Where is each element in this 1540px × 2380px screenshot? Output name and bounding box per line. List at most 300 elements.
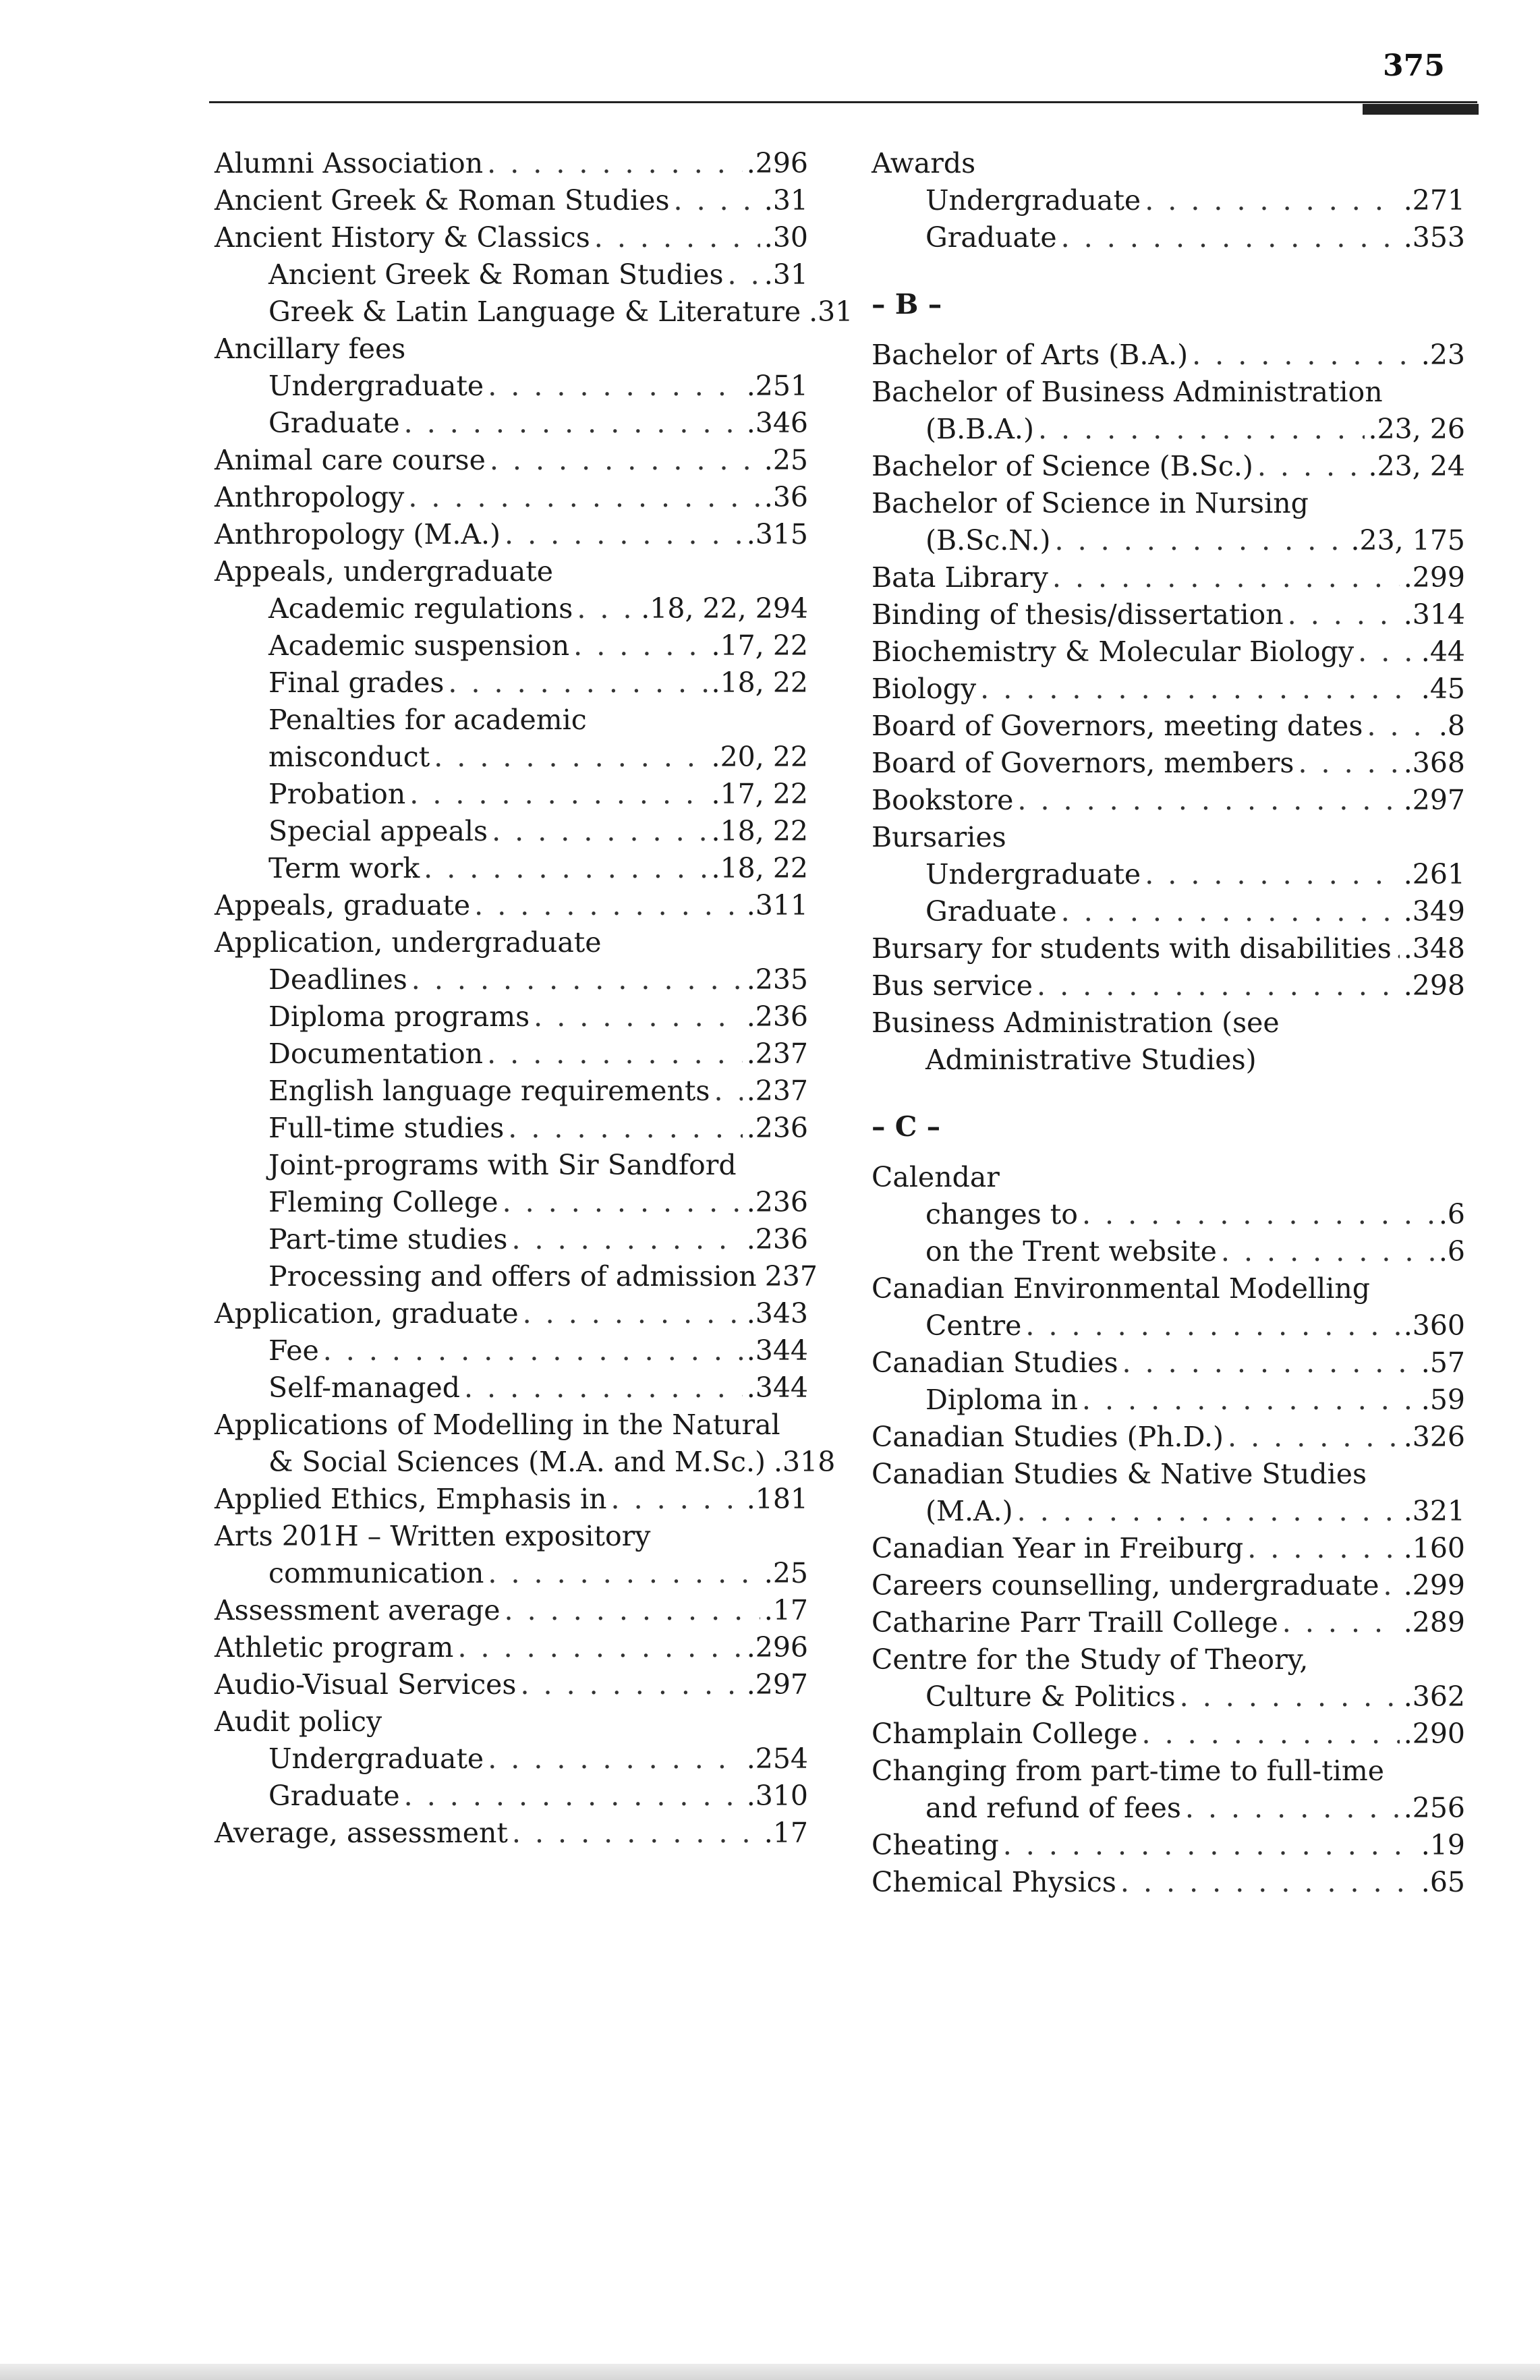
page-reference: .236: [746, 1223, 808, 1255]
page-reference: .45: [1421, 673, 1465, 705]
index-entry: [872, 1864, 1465, 1901]
dot-leader: [1358, 633, 1417, 671]
dot-leader: [505, 1592, 760, 1629]
section-heading: – C –: [872, 1110, 941, 1143]
page-reference: .310: [746, 1780, 808, 1812]
index-entry: [215, 1481, 808, 1518]
dot-leader: [487, 145, 743, 182]
dot-leader: [434, 739, 707, 776]
page-reference: .297: [1403, 784, 1465, 816]
index-subentry: [215, 1073, 808, 1110]
page-reference: .18, 22: [711, 852, 808, 884]
index-subentry: [215, 1369, 808, 1407]
entry-text: Fleming College: [268, 1186, 498, 1218]
page-reference: .6: [1438, 1198, 1465, 1230]
page-reference: .59: [1421, 1384, 1465, 1416]
entry-text: Graduate: [268, 407, 400, 439]
entry-text: Applied Ethics, Emphasis in: [215, 1483, 607, 1515]
index-entry: [872, 1530, 1465, 1567]
page-reference: .181: [746, 1483, 808, 1515]
index-entry: [872, 145, 1465, 182]
page-reference: .160: [1403, 1532, 1465, 1564]
entry-text: Penalties for academic: [268, 704, 587, 736]
entry-text: Anthropology: [215, 481, 405, 513]
index-subentry: [872, 219, 1465, 256]
page-reference: .326: [1403, 1421, 1465, 1453]
index-subentry: [215, 850, 808, 887]
entry-text: Processing and offers of admission: [268, 1260, 757, 1293]
entry-text: Chemical Physics: [872, 1866, 1116, 1898]
dot-leader: [503, 1184, 743, 1221]
page-reference: .17: [764, 1594, 808, 1626]
dot-leader: [1003, 1827, 1417, 1864]
index-entry: [215, 1295, 808, 1332]
entry-text: and refund of fees: [925, 1792, 1181, 1824]
page-reference: .23, 26: [1368, 413, 1465, 445]
index-entry: [872, 1827, 1465, 1864]
page-reference: .20, 22: [711, 741, 808, 773]
dot-leader: [573, 627, 707, 664]
entry-text: Appeals, graduate: [215, 889, 471, 922]
page-reference: .289: [1403, 1606, 1465, 1639]
index-entry: [872, 930, 1465, 967]
entry-text: Application, graduate: [215, 1297, 519, 1330]
entry-text: Canadian Environmental Modelling: [872, 1272, 1370, 1305]
entry-text: Bookstore: [872, 784, 1014, 816]
dot-leader: [1052, 559, 1400, 596]
page-reference: .65: [1421, 1866, 1465, 1898]
index-entry: [872, 819, 1465, 856]
entry-text: Joint-programs with Sir Sandford: [268, 1149, 737, 1181]
page-reference: .18, 22, 294: [641, 592, 808, 625]
entry-text: Board of Governors, meeting dates: [872, 710, 1363, 742]
entry-text: Greek & Latin Language & Literature: [268, 295, 801, 328]
dot-leader: [1228, 1419, 1400, 1456]
dot-leader: [411, 961, 743, 998]
dot-leader: [1082, 1382, 1417, 1419]
entry-text: Athletic program: [215, 1631, 454, 1664]
page-reference: .236: [746, 1186, 808, 1218]
index-entry: [872, 448, 1465, 485]
entry-text: changes to: [925, 1198, 1078, 1230]
index-subentry: [215, 1147, 808, 1221]
entry-text: English language requirements: [268, 1075, 710, 1107]
entry-text: Bata Library: [872, 561, 1048, 594]
entry-text: & Social Sciences (M.A. and M.Sc.): [268, 1446, 766, 1478]
page-reference: .315: [746, 518, 808, 550]
index-subentry: [215, 961, 808, 998]
index-entry: [872, 485, 1465, 559]
entry-text: Changing from part-time to full-time: [872, 1755, 1385, 1787]
entry-text: Anthropology (M.A.): [215, 518, 501, 550]
dot-leader: [1017, 1493, 1400, 1530]
dot-leader: [674, 182, 760, 219]
index-entry: [215, 442, 808, 479]
entry-text: Champlain College: [872, 1718, 1138, 1750]
dot-leader: [1298, 745, 1399, 782]
entry-text: Binding of thesis/dissertation: [872, 598, 1284, 631]
page-reference: .256: [1403, 1792, 1465, 1824]
index-subentry: [215, 293, 853, 331]
index-subentry: [872, 893, 1465, 930]
entry-text: communication: [268, 1557, 484, 1589]
index-subentry: [215, 1778, 808, 1815]
header-bar: [1363, 104, 1479, 115]
dot-leader: [464, 1369, 743, 1407]
page-reference: 237: [764, 1260, 818, 1293]
index-entry: [215, 887, 808, 924]
dot-leader: [424, 850, 707, 887]
dot-leader: [1142, 1716, 1400, 1753]
index-entry: [872, 708, 1465, 745]
entry-text: Full-time studies: [268, 1112, 505, 1144]
dot-leader: [512, 1815, 760, 1852]
index-entry: [215, 1592, 808, 1629]
index-subentry: [215, 405, 808, 442]
index-subentry: [872, 1196, 1465, 1233]
entry-text: (B.Sc.N.): [925, 524, 1051, 557]
entry-text: Biochemistry & Molecular Biology: [872, 635, 1354, 668]
page-reference: .318: [774, 1446, 836, 1478]
dot-leader: [511, 1221, 742, 1258]
dot-leader: [488, 1740, 743, 1778]
index-entry: [215, 924, 808, 961]
entry-text: Careers counselling, undergraduate: [872, 1569, 1379, 1602]
dot-leader: [1061, 219, 1400, 256]
index-subentry: [215, 627, 808, 664]
page-reference: .348: [1403, 932, 1465, 965]
page-reference: .19: [1421, 1829, 1465, 1861]
page-reference: .23, 175: [1350, 524, 1465, 557]
index-subentry: [872, 1382, 1465, 1419]
page-reference: .368: [1403, 747, 1465, 779]
dot-leader: [1221, 1233, 1435, 1270]
index-entry: [215, 479, 808, 516]
entry-text: Special appeals: [268, 815, 488, 847]
page-reference: .346: [746, 407, 808, 439]
dot-leader: [505, 516, 743, 553]
entry-text: Biology: [872, 673, 977, 705]
index-subentry: [215, 256, 808, 293]
dot-leader: [488, 1555, 760, 1592]
page-reference: .290: [1403, 1718, 1465, 1750]
entry-text: Audit policy: [215, 1705, 382, 1738]
page-reference: .298: [1403, 969, 1465, 1002]
page-reference: .353: [1403, 221, 1465, 254]
dot-leader: [408, 479, 760, 516]
index-column-left: [215, 145, 853, 1852]
page-reference: .23, 24: [1368, 450, 1465, 482]
index-entry: [872, 1456, 1465, 1530]
dot-leader: [594, 219, 760, 256]
entry-text: Academic suspension: [268, 629, 570, 662]
index-entry: [872, 1419, 1465, 1456]
dot-leader: [1120, 1864, 1417, 1901]
page-reference: .236: [746, 1112, 808, 1144]
entry-text: (B.B.A.): [925, 413, 1034, 445]
index-entry: [215, 553, 808, 590]
page-reference: .18, 22: [711, 667, 808, 699]
index-entry: [872, 1344, 1465, 1382]
entry-text: Business Administration (see: [872, 1007, 1280, 1039]
dot-leader: [1185, 1790, 1400, 1827]
page-reference: .261: [1403, 858, 1465, 890]
entry-text: Deadlines: [268, 963, 407, 996]
dot-leader: [457, 1629, 742, 1666]
dot-leader: [1025, 1307, 1399, 1344]
page-reference: .299: [1403, 561, 1465, 594]
dot-leader: [714, 1073, 742, 1110]
scan-bottom-edge: [0, 2364, 1540, 2380]
entry-text: Canadian Studies & Native Studies: [872, 1458, 1367, 1490]
index-entry: [215, 1703, 808, 1740]
dot-leader: [409, 776, 707, 813]
page-reference: .349: [1403, 895, 1465, 928]
dot-leader: [523, 1295, 743, 1332]
page-reference: .251: [746, 370, 808, 402]
index-entry: [215, 1518, 808, 1592]
dot-leader: [1367, 708, 1434, 745]
page-reference: .296: [746, 147, 808, 179]
entry-text: Part-time studies: [268, 1223, 508, 1255]
dot-leader: [474, 887, 743, 924]
entry-text: Canadian Studies (Ph.D.): [872, 1421, 1224, 1453]
page-reference: .23: [1421, 339, 1465, 371]
entry-text: Final grades: [268, 667, 445, 699]
page-reference: .31: [764, 258, 808, 291]
entry-text: Graduate: [925, 895, 1057, 928]
dot-leader: [487, 1036, 743, 1073]
entry-text: Ancillary fees: [215, 333, 406, 365]
entry-text: Bachelor of Arts (B.A.): [872, 339, 1189, 371]
entry-text: Bachelor of Science in Nursing: [872, 487, 1309, 519]
header-rule: [209, 101, 1477, 103]
entry-text: Alumni Association: [215, 147, 484, 179]
page-reference: .57: [1421, 1347, 1465, 1379]
page-reference: .17, 22: [711, 629, 808, 662]
dot-leader: [1282, 1604, 1400, 1641]
index-entry: [872, 1716, 1465, 1753]
index-entry: [215, 219, 808, 256]
entry-text: Awards: [872, 147, 976, 179]
index-entry: [872, 1753, 1465, 1827]
entry-text: Bachelor of Business Administration: [872, 376, 1383, 408]
index-entry: [872, 374, 1465, 448]
index-entry: [872, 1004, 1465, 1079]
index-subentry: [872, 1233, 1465, 1270]
dot-leader: [1037, 967, 1400, 1004]
page-reference: .236: [746, 1000, 808, 1033]
page-reference: .17: [764, 1817, 808, 1849]
index-entry: [872, 967, 1465, 1004]
dot-leader: [1257, 448, 1365, 485]
dot-leader: [508, 1110, 742, 1147]
entry-text: Fee: [268, 1334, 319, 1367]
entry-text: Probation: [268, 778, 406, 810]
page-reference: .271: [1403, 184, 1465, 217]
dot-leader: [1055, 522, 1347, 559]
dot-leader: [611, 1481, 743, 1518]
page-reference: .25: [764, 1557, 808, 1589]
index-entry: [872, 337, 1465, 374]
index-subentry: [215, 590, 808, 627]
entry-text: Catharine Parr Traill College: [872, 1606, 1278, 1639]
dot-leader: [1180, 1678, 1400, 1716]
dot-leader: [1383, 1567, 1399, 1604]
entry-text: Administrative Studies): [925, 1044, 1257, 1076]
index-entry: [872, 559, 1465, 596]
dot-leader: [1192, 337, 1417, 374]
index-subentry: [215, 664, 808, 702]
dot-leader: [1122, 1344, 1417, 1382]
dot-leader: [492, 813, 707, 850]
entry-text: Academic regulations: [268, 592, 573, 625]
entry-text: Diploma programs: [268, 1000, 530, 1033]
page-reference: .6: [1438, 1235, 1465, 1268]
index-entry: [872, 745, 1465, 782]
page-number: 375: [1383, 49, 1445, 83]
entry-text: (M.A.): [925, 1495, 1013, 1527]
page-reference: .254: [746, 1743, 808, 1775]
entry-text: Bus service: [872, 969, 1033, 1002]
entry-text: Self-managed: [268, 1371, 460, 1404]
entry-text: Board of Governors, members: [872, 747, 1294, 779]
entry-text: Average, assessment: [215, 1817, 508, 1849]
dot-leader: [980, 671, 1417, 708]
entry-text: Documentation: [268, 1038, 484, 1070]
page-reference: .237: [746, 1038, 808, 1070]
entry-text: Ancient Greek & Roman Studies: [268, 258, 724, 291]
dot-leader: [1038, 411, 1365, 448]
entry-text: Culture & Politics: [925, 1680, 1176, 1713]
entry-text: Ancient History & Classics: [215, 221, 590, 254]
entry-text: Graduate: [925, 221, 1057, 254]
entry-text: Appeals, undergraduate: [215, 555, 554, 588]
index-subentry: [215, 1221, 808, 1258]
index-entry: [872, 1567, 1465, 1604]
dot-leader: [488, 368, 743, 405]
dot-leader: [520, 1666, 742, 1703]
index-subentry: [215, 1740, 808, 1778]
dot-leader: [448, 664, 707, 702]
entry-text: Ancient Greek & Roman Studies: [215, 184, 670, 217]
page-reference: .31: [809, 295, 853, 328]
page-reference: .343: [746, 1297, 808, 1330]
dot-leader: [1288, 596, 1400, 633]
entry-text: Centre: [925, 1309, 1022, 1342]
entry-text: misconduct: [268, 741, 430, 773]
entry-text: Bursary for students with disabilities: [872, 932, 1392, 965]
page-reference: .297: [746, 1668, 808, 1701]
dot-leader: [534, 998, 743, 1036]
index-entry: [872, 596, 1465, 633]
dot-leader: [1145, 182, 1400, 219]
page-reference: .44: [1421, 635, 1465, 668]
entry-text: Audio-Visual Services: [215, 1668, 517, 1701]
index-entry: [215, 182, 808, 219]
entry-text: Canadian Studies: [872, 1347, 1118, 1379]
page-reference: .18, 22: [711, 815, 808, 847]
index-column-right: [872, 145, 1465, 1901]
index-entry: [872, 633, 1465, 671]
dot-leader: [404, 1778, 743, 1815]
page-reference: .360: [1403, 1309, 1465, 1342]
index-subentry: [872, 182, 1465, 219]
entry-text: Assessment average: [215, 1594, 501, 1626]
dot-leader: [1247, 1530, 1399, 1567]
page-reference: .25: [764, 444, 808, 476]
page-reference: .30: [764, 221, 808, 254]
index-subentry: [215, 1036, 808, 1073]
entry-text: on the Trent website: [925, 1235, 1217, 1268]
index-entry: [215, 1407, 836, 1481]
page-reference: .8: [1438, 710, 1465, 742]
entry-text: Graduate: [268, 1780, 400, 1812]
dot-leader: [1145, 856, 1400, 893]
page-reference: .36: [764, 481, 808, 513]
entry-text: Arts 201H – Written expository: [215, 1520, 651, 1552]
section-heading: – B –: [872, 288, 942, 320]
dot-leader: [1017, 782, 1399, 819]
entry-text: Canadian Year in Freiburg: [872, 1532, 1244, 1564]
dot-leader: [490, 442, 760, 479]
index-entry: [872, 782, 1465, 819]
page-reference: .17, 22: [711, 778, 808, 810]
index-subentry: [872, 856, 1465, 893]
entry-text: Diploma in: [925, 1384, 1078, 1416]
page-reference: .344: [746, 1371, 808, 1404]
entry-text: Undergraduate: [925, 184, 1141, 217]
entry-text: Centre for the Study of Theory,: [872, 1643, 1309, 1676]
entry-text: Undergraduate: [268, 1743, 484, 1775]
page-reference: .299: [1403, 1569, 1465, 1602]
dot-leader: [1082, 1196, 1435, 1233]
entry-text: Undergraduate: [925, 858, 1141, 890]
page-reference: .321: [1403, 1495, 1465, 1527]
entry-text: Undergraduate: [268, 370, 484, 402]
index-subentry: [215, 813, 808, 850]
index-subentry: [215, 776, 808, 813]
dot-leader: [1061, 893, 1400, 930]
index-entry: [215, 331, 808, 368]
dot-leader: [404, 405, 743, 442]
index-subentry: [215, 1258, 818, 1295]
page-reference: .344: [746, 1334, 808, 1367]
index-entry: [215, 1815, 808, 1852]
entry-text: Bursaries: [872, 821, 1006, 853]
entry-text: Application, undergraduate: [215, 926, 602, 959]
index-subentry: [215, 702, 808, 776]
entry-text: Calendar: [872, 1161, 1000, 1193]
index-entry: [872, 1159, 1465, 1196]
page-reference: .237: [746, 1075, 808, 1107]
index-entry: [872, 1641, 1465, 1716]
index-subentry: [215, 1332, 808, 1369]
index-subentry: [215, 998, 808, 1036]
entry-text: Applications of Modelling in the Natural: [215, 1409, 780, 1441]
index-entry: [215, 516, 808, 553]
index-entry: [215, 1629, 808, 1666]
page-reference: .31: [764, 184, 808, 217]
index-entry: [872, 1604, 1465, 1641]
index-subentry: [215, 1110, 808, 1147]
dot-leader: [728, 256, 760, 293]
entry-text: Animal care course: [215, 444, 486, 476]
page-reference: .314: [1403, 598, 1465, 631]
entry-text: Term work: [268, 852, 420, 884]
entry-text: Cheating: [872, 1829, 999, 1861]
page-reference: .296: [746, 1631, 808, 1664]
